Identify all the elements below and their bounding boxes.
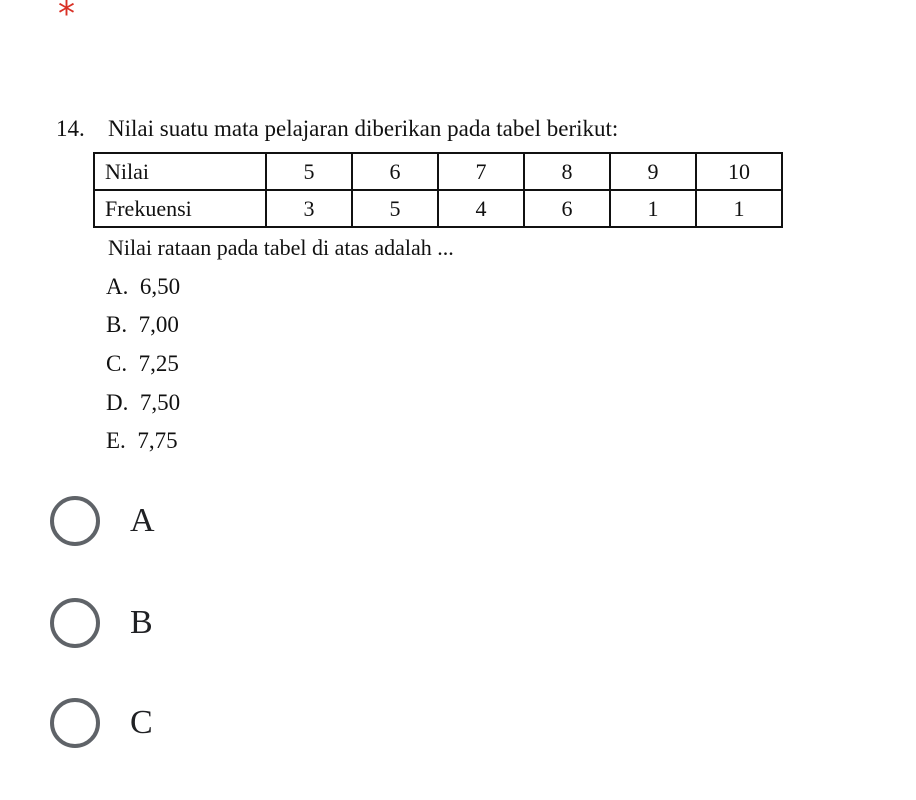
option-text-b	[106, 312, 179, 338]
table-cell: 8	[524, 153, 610, 190]
question-number: 14.	[56, 116, 85, 141]
table-cell: 4	[438, 190, 524, 227]
table-cell: 6	[524, 190, 610, 227]
table-cell: Frekuensi	[94, 190, 266, 227]
option-letter: D.	[106, 390, 129, 415]
radio-button-a[interactable]	[50, 496, 100, 546]
table-cell: 7	[438, 153, 524, 190]
table-row	[94, 153, 782, 190]
radio-button-c[interactable]	[50, 698, 100, 748]
table-cell: 3	[266, 190, 352, 227]
option-letter: B.	[106, 312, 128, 337]
question-prompt: Nilai rataan pada tabel di atas adalah ...	[108, 235, 454, 260]
choice-b[interactable]	[50, 598, 153, 648]
option-text-a	[106, 274, 180, 300]
option-text-e	[106, 428, 178, 454]
option-text-c	[106, 351, 179, 377]
choice-c[interactable]	[50, 698, 153, 748]
choice-label[interactable]: B	[130, 604, 153, 641]
question-text: Nilai suatu mata pelajaran diberikan pada tabel berikut:	[108, 116, 619, 141]
choice-label[interactable]: A	[130, 502, 155, 539]
choice-a[interactable]	[50, 496, 155, 546]
table-cell: 1	[610, 190, 696, 227]
table-cell: 1	[696, 190, 782, 227]
table-cell: Nilai	[94, 153, 266, 190]
option-letter: A.	[106, 274, 129, 299]
option-letter: E.	[106, 428, 126, 453]
option-value: 7,25	[138, 351, 179, 376]
option-value: 7,50	[139, 390, 181, 415]
table-cell: 6	[352, 153, 438, 190]
required-asterisk: *	[58, 0, 75, 34]
table-cell: 10	[696, 153, 782, 190]
radio-button-b[interactable]	[50, 598, 100, 648]
data-table	[93, 152, 783, 228]
choice-label[interactable]: C	[130, 704, 153, 741]
option-text-d	[106, 390, 180, 416]
option-value: 7,00	[138, 312, 179, 337]
table-cell: 9	[610, 153, 696, 190]
option-value: 7,75	[137, 428, 178, 453]
option-letter: C.	[106, 351, 128, 376]
option-value: 6,50	[139, 274, 181, 299]
table-cell: 5	[352, 190, 438, 227]
table-cell: 5	[266, 153, 352, 190]
table-row	[94, 190, 782, 227]
